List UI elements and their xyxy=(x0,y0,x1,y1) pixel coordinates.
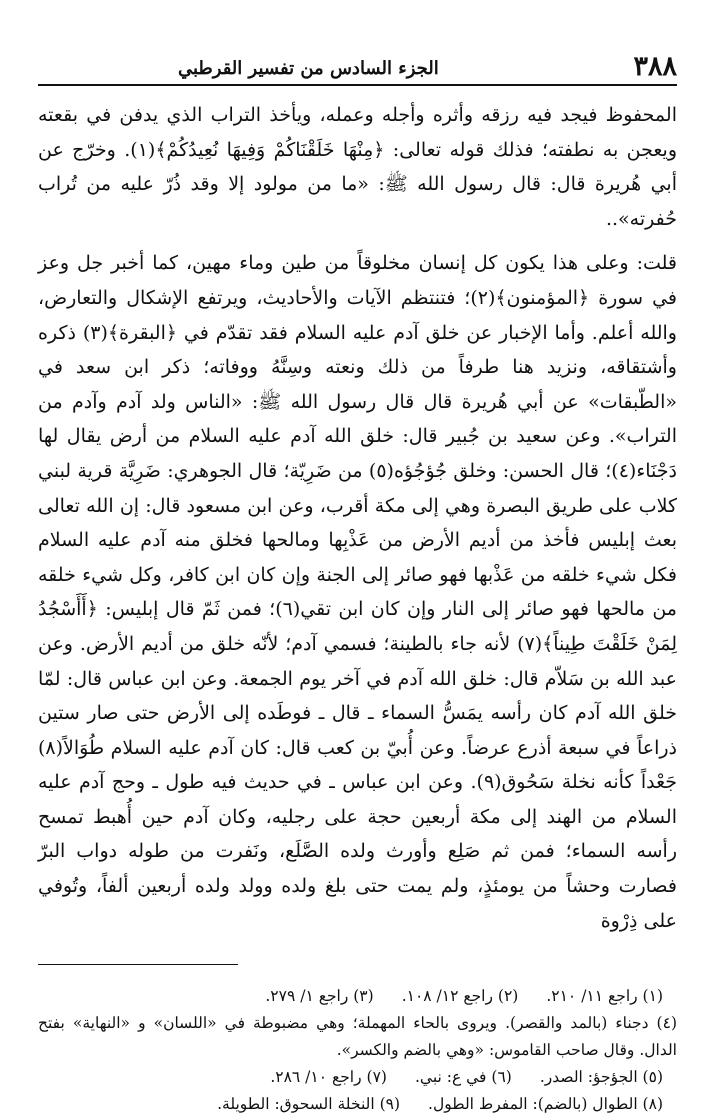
paragraph: المحفوظ فيجد فيه رزقه وأثره وأجله وعمله، ويأخذ التراب الذي يدفن في بقعته ويعجن به نطفته؛ فذلك قوله تعالى: ﴿مِنْهَا خَلَقْنَاكُمْ وَفِيهَا نُعِيدُكُمْ﴾(١). وخرّج عن أبي هُريرة قال: قال رسول الله ﷺ: «ما من مولود إلا وقد ذُرّ عليه من تُراب حُفرته».. xyxy=(38,104,677,230)
paragraph: قلت: وعلى هذا يكون كل إنسان مخلوقاً من طين وماء مهين، كما أخبر جل وعز في سورة ﴿المؤمنون﴾(٢)؛ فتنتظم الآيات والأحاديث، ويرتفع الإشكال والتعارض، والله أعلم. وأما الإخبار عن خلق آدم عليه السلام فقد تقدّم في ﴿البقرة﴾(٣) ذكره وأشتقاقه، ونزيد هنا طرفاً من ذلك ونعته وسِنَّهُ ووفاته؛ ذكر ابن سعد في «الطّبقات» عن أبي هُريرة قال قال رسول الله ﷺ: «الناس ولد آدم وآدم من التراب». وعن سعيد بن جُبير قال: خلق الله آدم عليه السلام من أرض يقال لها دَجْنَاء(٤)؛ قال الحسن: وخلق جُؤجُؤه(٥) من ضَرِيّة؛ قال الجوهري: ضَرِيَّة قرية لبني كلاب على طريق البصرة وهي إلى مكة أقرب، وعن ابن مسعود قال: إن الله تعالى بعث إبليس فأخذ من أديم الأرض من عَذْبِها ومالحها فخلق منه آدم عليه السلام فكل شيء خلقه من عَذْبها فهو صائر إلى الجنة وإن كان ابن كافر، وكل شيء خلقه من مالحها فهو صائر إلى النار وإن كان ابن تقي(٦)؛ فمن ثَمّ قال إبليس: ﴿أَأَسْجُدُ لِمَنْ خَلَقْتَ طِيناً﴾(٧) لأنه جاء بالطينة؛ فسمي آدم؛ لأنّه خلق من أديم الأرض. وعن عبد الله بن سَلاّم قال: خلق الله آدم في آخر يوم الجمعة. وعن ابن عباس قال: لمّا خلق الله آدم كان رأسه يمَسُّ السماء ـ قال ـ فوطَده إلى الأرض حتى صار ستين ذراعاً في سبعة أذرع عرضاً. وعن أُبيّ بن كعب قال: كان آدم عليه السلام طُوَالاً(٨) جَعْداً كأنه نخلة سَحُوق(٩). وعن ابن عباس ـ في حديث فيه طول ـ وحج آدم عليه السلام من الهند إلى مكة أربعين حجة على رجليه، وكان آدم حين أُهبط تمسح رأسه السماء؛ فمن ثم صَلِع وأورث ولده الصَّلَع، ونَفرت من طوله دواب البرّ فصارت وحشاً من يومئذٍ، ولم يمت حتى بلغ ولده وولد ولده أربعين ألفاً، وتُوفي على ذِرْوة xyxy=(38,252,677,932)
footnotes xyxy=(38,983,677,1118)
footnote-9: (٩) النخلة السحوق: الطويلة. xyxy=(217,1095,401,1114)
running-title: الجزء السادس من تفسير القرطبي xyxy=(178,58,439,79)
footnote-2: (٢) راجع ١٢/ ١٠٨. xyxy=(401,987,519,1006)
page-header xyxy=(38,44,677,86)
footnote-1: (١) راجع ١١/ ٢١٠. xyxy=(546,987,663,1006)
footnote-row xyxy=(38,1091,677,1118)
footnote-row xyxy=(38,983,677,1010)
footnote-4: (٤) دجناء (بالمد والقصر). ويروى بالحاء المهملة؛ وهي مضبوطة في «اللسان» و «النهاية» بفتح الدال. وقال صاحب القاموس: «وهي بالضم والكسر». xyxy=(38,1014,677,1060)
footnote-6: (٦) في ع: نبي. xyxy=(414,1068,512,1087)
main-text xyxy=(38,98,677,938)
footnote-7: (٧) راجع ١٠/ ٢٨٦. xyxy=(270,1068,387,1087)
footnote-3: (٣) راجع ١/ ٢٧٩. xyxy=(265,987,374,1006)
footnote-8: (٨) الطوال (بالضم): المفرط الطول. xyxy=(428,1095,663,1114)
footnote-row xyxy=(38,1064,677,1091)
page-number: ٣٨٨ xyxy=(633,51,677,82)
footnote-5: (٥) الجؤجؤ: الصدر. xyxy=(539,1068,663,1087)
footnote-divider xyxy=(38,964,238,965)
